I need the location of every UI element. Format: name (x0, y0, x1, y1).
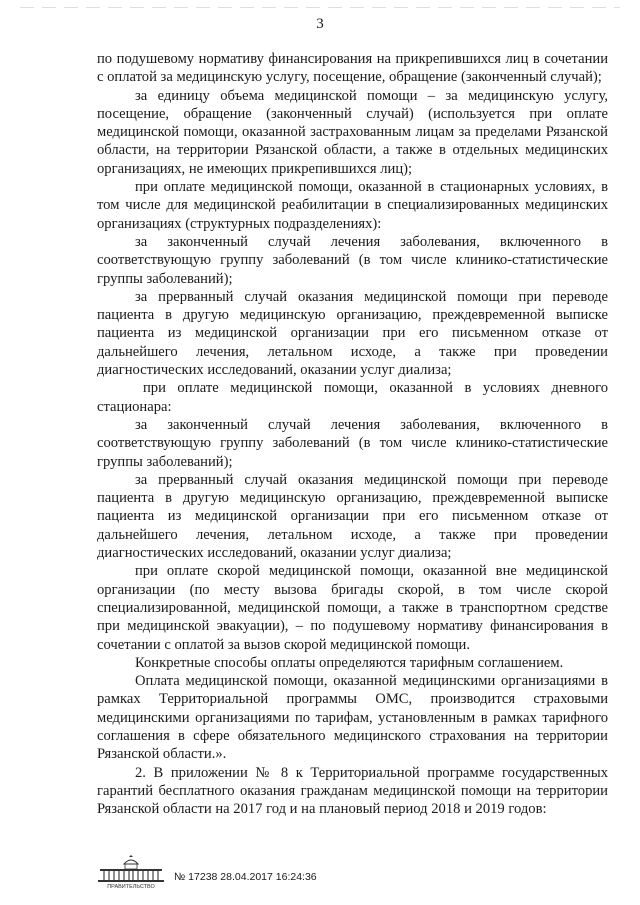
document-footer (96, 855, 356, 895)
paragraph: за законченный случай лечения заболевания, включенного в соответствующую группу заболеваний (в том числе клинико-статистические группы заболеваний); (97, 233, 608, 287)
scan-artifact-line (20, 7, 620, 8)
page-number: 3 (316, 16, 324, 32)
paragraph: Конкретные способы оплаты определяются тарифным соглашением. (135, 654, 564, 671)
paragraph: 2. В приложении № 8 к Территориальной программе государственных гарантий бесплатного оказания гражданам медицинской помощи на территории Рязанской области на 2017 год и на плановый период 2018 и 2019 годов: (97, 764, 608, 818)
document-body (97, 50, 608, 818)
paragraph: за единицу объема медицинской помощи – за медицинскую услугу, посещение, обращение (законченный случай) (используется при оплате медицинской помощи, оказанной застрахованным лицам за пределами Рязанской области, на территории Рязанской области, а также в отдельных медицинских организациях, не имеющих прикрепившихся лиц); (97, 87, 608, 177)
paragraph: за прерванный случай оказания медицинской помощи при переводе пациента в другую медицинскую организацию, преждевременной выписке пациента из медицинской организации при его письменном отказе от дальнейшего лечения, летальном исходе, а также при проведении диагностических исследований, оказании услуг диализа; (97, 471, 608, 562)
paragraph: по подушевому нормативу финансирования на прикрепившихся лиц в сочетании с оплатой за медицинскую услугу, посещение, обращение (законченный случай); (97, 51, 608, 86)
paragraph: Оплата медицинской помощи, оказанной медицинскими организациями в рамках Территориальной программы ОМС, производится страховыми медицинскими организациями по тарифам, установленным в рамках тарифного соглашения в сфере обязательного медицинского страхования на территории Рязанской области.». (97, 673, 608, 763)
paragraph: за законченный случай лечения заболевания, включенного в соответствующую группу заболеваний (в том числе клинико-статистические группы заболеваний); (97, 416, 608, 470)
logo-caption: ПРАВИТЕЛЬСТВО (107, 884, 155, 889)
paragraph: за прерванный случай оказания медицинской помощи при переводе пациента в другую медицинскую организацию, преждевременной выписке пациента из медицинской организации при его письменном отказе от дальнейшего лечения, летальном исходе, а также при проведении диагностических исследований, оказании услуг диализа; (97, 288, 608, 379)
registration-stamp: № 17238 28.04.2017 16:24:36 (174, 871, 317, 883)
paragraph: при оплате медицинской помощи, оказанной в стационарных условиях, в том числе для медицинской реабилитации в специализированных медицинских организациях (структурных подразделениях): (97, 179, 608, 232)
paragraph: при оплате медицинской помощи, оказанной в условиях дневного стационара: (97, 380, 608, 415)
paragraph: при оплате скорой медицинской помощи, оказанной вне медицинской организации (по месту вызова бригады скорой, в том числе скорой специализированной, медицинской помощи, а также в транспортном средстве при медицинской эвакуации), – по подушевому нормативу финансирования в сочетании с оплатой за вызов скорой медицинской помощи. (97, 563, 608, 653)
government-building-logo-icon (96, 855, 166, 889)
